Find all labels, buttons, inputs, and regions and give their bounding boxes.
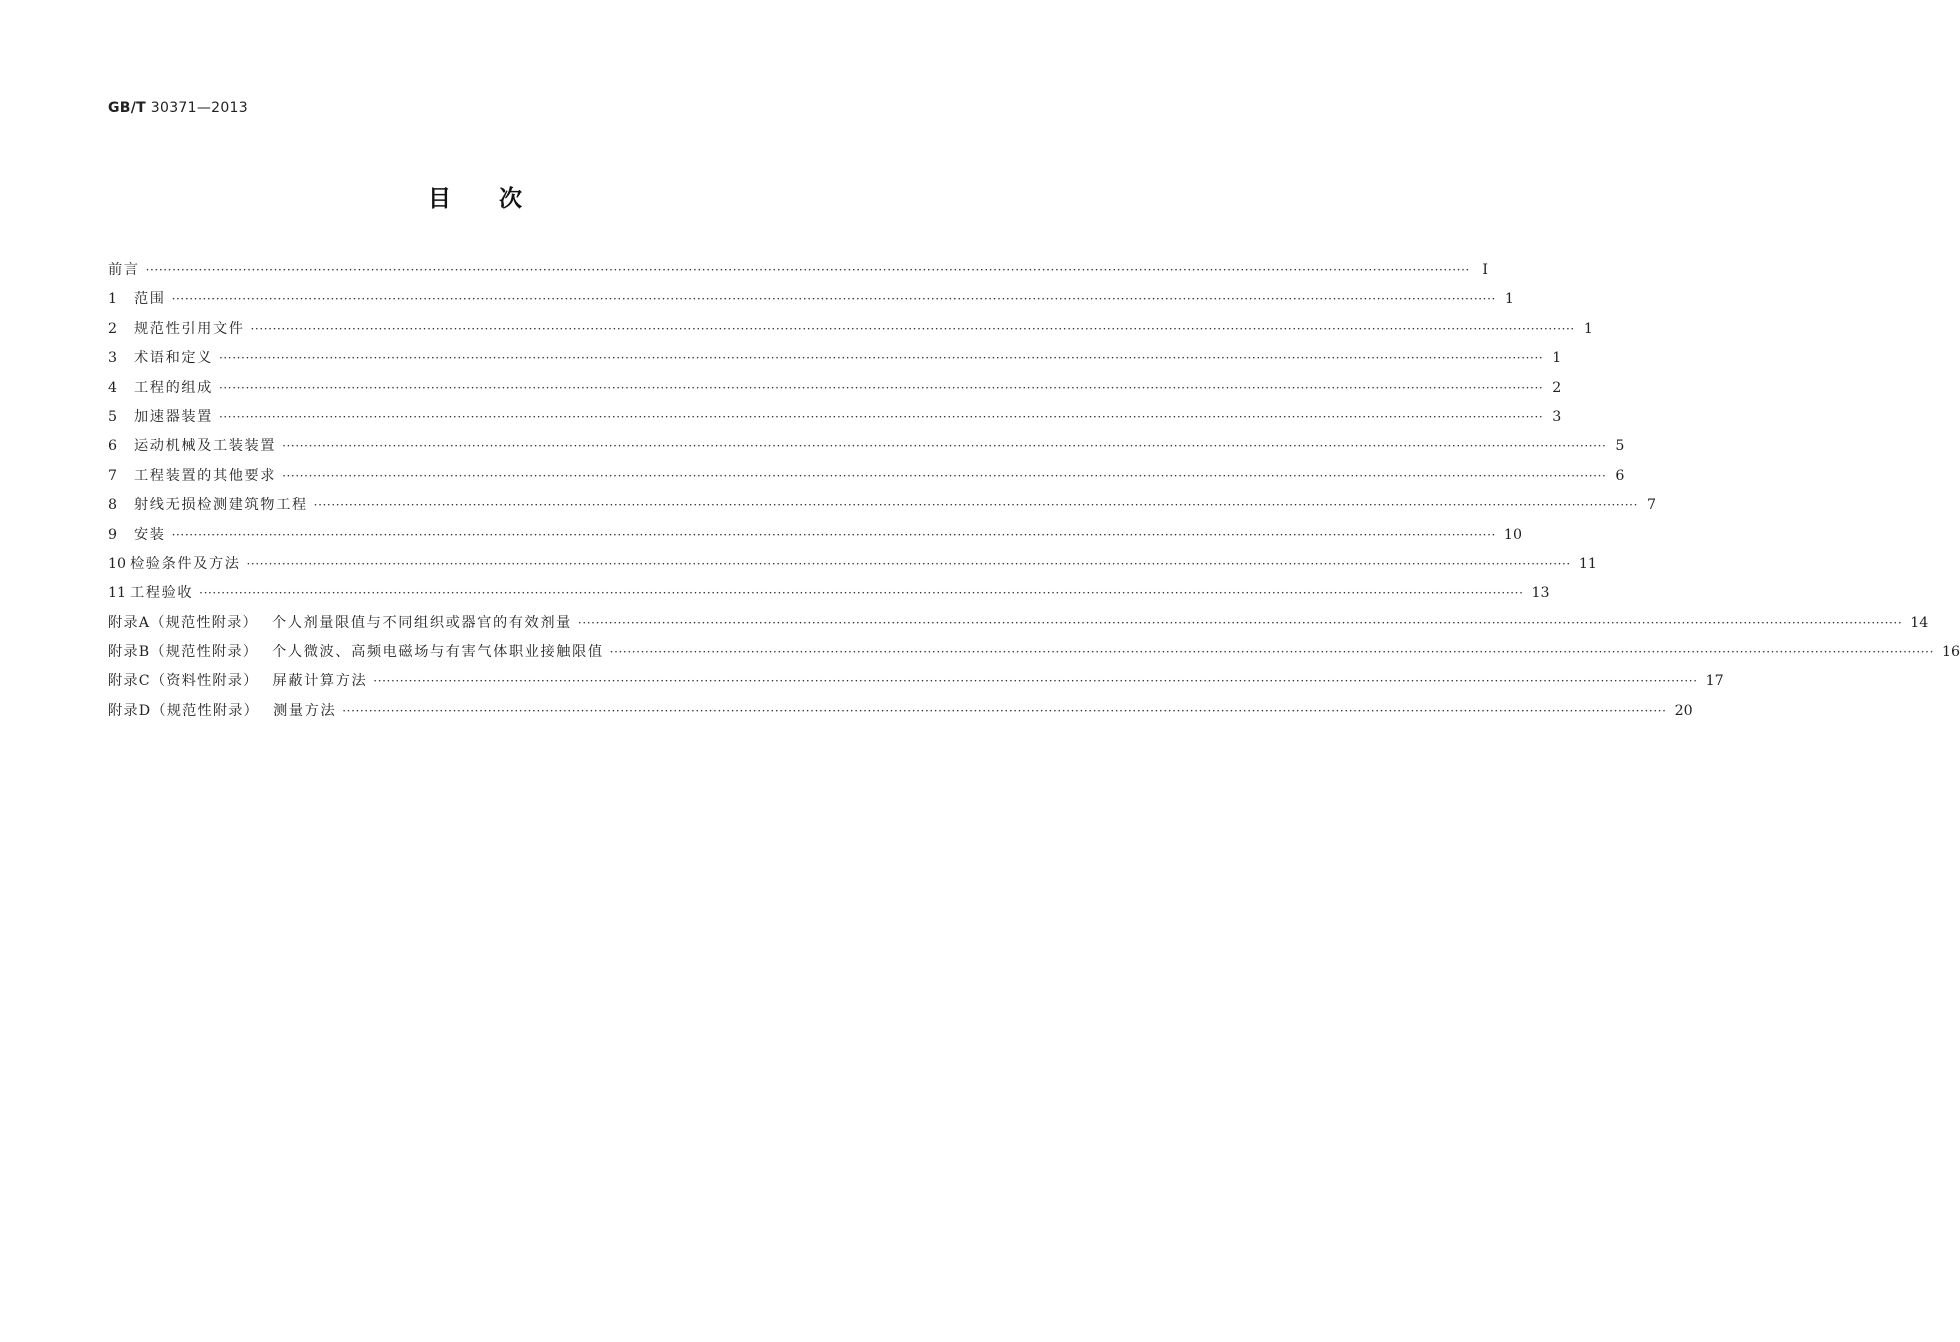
toc-page-number: 6	[1615, 467, 1625, 484]
toc-dot-leader: ············································································································································································································································································································	[313, 498, 1639, 513]
toc-entry-title: 前言	[108, 262, 140, 278]
toc-entry[interactable]	[108, 434, 1625, 463]
toc-dot-leader: ············································································································································································································································································································	[218, 351, 1544, 366]
toc-entry-title: 工程的组成	[134, 379, 213, 396]
table-of-contents	[108, 258, 1960, 728]
toc-dot-leader: ············································································································································································································································································································	[282, 439, 1607, 454]
toc-entry-title: 测量方法	[273, 702, 337, 719]
toc-page-number: 17	[1705, 673, 1724, 690]
toc-dot-leader: ············································································································································································································································································································	[246, 556, 1571, 571]
toc-entry-title: 规范性引用文件	[134, 320, 245, 337]
toc-page-number: 16	[1942, 644, 1960, 661]
toc-dot-leader: ············································································································································································································································································································	[218, 380, 1544, 395]
toc-dot-leader: ············································································································································································································································································································	[342, 703, 1667, 718]
toc-entry-title: 安装	[134, 526, 166, 543]
toc-entry[interactable]	[108, 405, 1562, 434]
toc-dot-leader: ············································································································································································································································································································	[577, 615, 1903, 630]
toc-entry-number: 3	[108, 350, 118, 367]
toc-page-number: 2	[1552, 379, 1562, 396]
toc-dot-leader: ············································································································································································································································································································	[145, 263, 1470, 277]
toc-entry-number: 9	[108, 526, 118, 543]
toc-dot-leader: ············································································································································································································································································································	[218, 409, 1544, 424]
toc-page-number: 1	[1552, 350, 1562, 367]
toc-page-number: 1	[1583, 320, 1593, 337]
toc-entry[interactable]	[108, 317, 1593, 346]
toc-page-number: Ⅰ	[1482, 262, 1488, 278]
toc-entry[interactable]	[108, 552, 1597, 581]
toc-entry-title: 个人微波、高频电磁场与有害气体职业接触限值	[272, 644, 604, 661]
toc-appendix-prefix: 附录D（规范性附录）	[108, 702, 260, 719]
toc-dot-leader: ············································································································································································································································································································	[609, 645, 1935, 660]
toc-entry-number: 1	[108, 291, 118, 308]
toc-entry-title: 屏蔽计算方法	[272, 673, 368, 690]
standard-prefix: GB/T	[108, 100, 147, 116]
toc-entry[interactable]	[108, 258, 1488, 287]
toc-entry-title: 运动机械及工装装置	[134, 438, 277, 455]
toc-entry-title: 加速器装置	[134, 408, 213, 425]
toc-entry[interactable]	[108, 523, 1522, 552]
toc-dot-leader: ············································································································································································································································································································	[250, 321, 1575, 336]
toc-entry-number: 4	[108, 379, 118, 396]
toc-entry-number: 2	[108, 320, 118, 337]
toc-entry-title: 个人剂量限值与不同组织或器官的有效剂量	[271, 614, 572, 631]
toc-entry-title: 工程装置的其他要求	[134, 467, 277, 484]
toc-page-number: 11	[1578, 555, 1597, 572]
toc-entry-number: 7	[108, 467, 118, 484]
toc-page-number: 3	[1552, 408, 1562, 425]
toc-entry[interactable]	[108, 640, 1960, 669]
toc-entry[interactable]	[108, 699, 1693, 728]
page-title	[0, 180, 950, 213]
toc-page-number: 10	[1503, 526, 1522, 543]
toc-entry-title: 工程验收	[130, 585, 194, 602]
toc-dot-leader: ············································································································································································································································································································	[282, 468, 1607, 483]
toc-entry[interactable]	[108, 346, 1562, 375]
toc-entry-title: 术语和定义	[134, 350, 213, 367]
standard-code	[108, 100, 248, 116]
toc-page-number: 14	[1910, 614, 1929, 631]
toc-page-number: 7	[1646, 497, 1657, 514]
toc-entry[interactable]	[108, 669, 1724, 698]
toc-entry[interactable]	[108, 611, 1929, 640]
toc-dot-leader: ············································································································································································································································································································	[199, 586, 1524, 601]
toc-entry-number: 5	[108, 408, 118, 425]
toc-entry[interactable]	[108, 464, 1625, 493]
toc-page-number: 5	[1615, 438, 1625, 455]
toc-entry[interactable]	[108, 493, 1657, 522]
toc-entry[interactable]	[108, 581, 1550, 610]
toc-dot-leader: ············································································································································································································································································································	[171, 527, 1496, 542]
toc-entry[interactable]	[108, 376, 1562, 405]
toc-entry-title: 射线无损检测建筑物工程	[134, 497, 308, 514]
standard-number: 30371—2013	[150, 100, 248, 116]
toc-entry-number: 8	[108, 497, 118, 514]
toc-page-number: 20	[1674, 702, 1693, 719]
toc-entry-title: 检验条件及方法	[130, 555, 241, 572]
toc-appendix-prefix: 附录C（资料性附录）	[108, 673, 259, 690]
title-char-1: 目	[428, 186, 451, 212]
toc-entry-number: 11	[108, 585, 127, 602]
toc-entry-number: 10	[108, 555, 127, 572]
toc-page-number: 1	[1504, 291, 1514, 308]
title-char-2: 次	[499, 186, 522, 212]
toc-entry[interactable]	[108, 287, 1514, 316]
toc-entry-number: 6	[108, 438, 118, 455]
toc-entry-title: 范围	[134, 291, 166, 308]
toc-page-number: 13	[1531, 585, 1550, 602]
toc-dot-leader: ············································································································································································································································································································	[373, 674, 1698, 689]
toc-dot-leader: ············································································································································································································································································································	[171, 292, 1496, 307]
toc-appendix-prefix: 附录B（规范性附录）	[108, 644, 259, 661]
toc-appendix-prefix: 附录A（规范性附录）	[108, 614, 258, 631]
